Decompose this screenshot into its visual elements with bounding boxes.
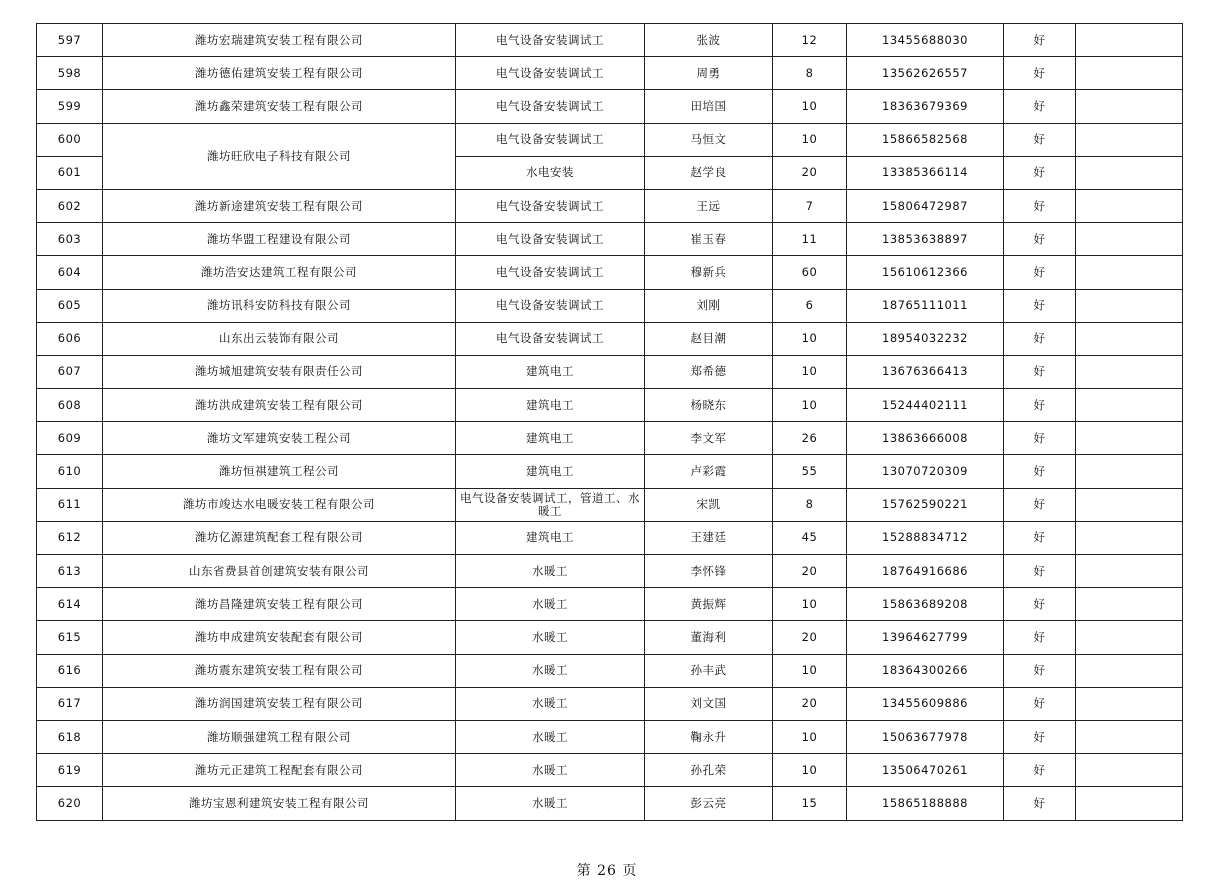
- table-row: [37, 687, 1183, 720]
- contact-name-cell: 刘文国: [645, 687, 773, 720]
- row-number-cell: 599: [37, 90, 103, 123]
- worker-count-cell: 10: [773, 322, 847, 355]
- company-cell: 潍坊润国建筑安装工程有限公司: [103, 687, 456, 720]
- evaluation-cell: 好: [1004, 422, 1076, 455]
- note-cell: [1076, 754, 1183, 787]
- table-row: [37, 123, 1183, 156]
- table-row: [37, 555, 1183, 588]
- evaluation-cell: 好: [1004, 488, 1076, 521]
- contact-name-cell: 卢彩霞: [645, 455, 773, 488]
- contact-name-cell: 穆新兵: [645, 256, 773, 289]
- trade-cell: 水暖工: [456, 555, 645, 588]
- company-cell: 潍坊浩安达建筑工程有限公司: [103, 256, 456, 289]
- evaluation-cell: 好: [1004, 57, 1076, 90]
- trade-cell: 建筑电工: [456, 521, 645, 554]
- company-cell: 潍坊华盟工程建设有限公司: [103, 223, 456, 256]
- worker-count-cell: 10: [773, 654, 847, 687]
- worker-count-cell: 10: [773, 123, 847, 156]
- trade-cell: 水暖工: [456, 720, 645, 753]
- contact-name-cell: 杨晓东: [645, 389, 773, 422]
- table-row: [37, 588, 1183, 621]
- phone-cell: 15063677978: [847, 720, 1004, 753]
- row-number-cell: 605: [37, 289, 103, 322]
- worker-count-cell: 12: [773, 24, 847, 57]
- contact-name-cell: 董海利: [645, 621, 773, 654]
- note-cell: [1076, 57, 1183, 90]
- company-cell: 潍坊市竣达水电暖安装工程有限公司: [103, 488, 456, 521]
- table-row: [37, 488, 1183, 521]
- table-row: [37, 521, 1183, 554]
- contact-name-cell: 李怀锋: [645, 555, 773, 588]
- phone-cell: 13455609886: [847, 687, 1004, 720]
- trade-cell: 水暖工: [456, 754, 645, 787]
- note-cell: [1076, 521, 1183, 554]
- table-row: [37, 256, 1183, 289]
- worker-count-cell: 10: [773, 588, 847, 621]
- phone-cell: 15865188888: [847, 787, 1004, 820]
- evaluation-cell: 好: [1004, 256, 1076, 289]
- table-row: [37, 57, 1183, 90]
- contact-name-cell: 王远: [645, 189, 773, 222]
- evaluation-cell: 好: [1004, 389, 1076, 422]
- company-cell: 潍坊文军建筑安装工程公司: [103, 422, 456, 455]
- worker-count-cell: 26: [773, 422, 847, 455]
- phone-cell: 15866582568: [847, 123, 1004, 156]
- table-row: [37, 24, 1183, 57]
- row-number-cell: 606: [37, 322, 103, 355]
- row-number-cell: 619: [37, 754, 103, 787]
- company-cell: 潍坊新途建筑安装工程有限公司: [103, 189, 456, 222]
- note-cell: [1076, 355, 1183, 388]
- worker-count-cell: 10: [773, 720, 847, 753]
- row-number-cell: 600: [37, 123, 103, 156]
- row-number-cell: 607: [37, 355, 103, 388]
- evaluation-cell: 好: [1004, 289, 1076, 322]
- contact-name-cell: 孙孔荣: [645, 754, 773, 787]
- trade-cell: 水暖工: [456, 621, 645, 654]
- row-number-cell: 609: [37, 422, 103, 455]
- worker-count-cell: 20: [773, 156, 847, 189]
- company-cell: 潍坊申成建筑安装配套有限公司: [103, 621, 456, 654]
- row-number-cell: 620: [37, 787, 103, 820]
- company-cell: 潍坊震东建筑安装工程有限公司: [103, 654, 456, 687]
- contact-name-cell: 田培国: [645, 90, 773, 123]
- phone-cell: 13385366114: [847, 156, 1004, 189]
- table-row: [37, 90, 1183, 123]
- trade-cell: 电气设备安装调试工: [456, 223, 645, 256]
- row-number-cell: 612: [37, 521, 103, 554]
- worker-count-cell: 20: [773, 621, 847, 654]
- row-number-cell: 601: [37, 156, 103, 189]
- evaluation-cell: 好: [1004, 455, 1076, 488]
- trade-cell: 建筑电工: [456, 422, 645, 455]
- trade-cell: 建筑电工: [456, 355, 645, 388]
- row-number-cell: 611: [37, 488, 103, 521]
- contact-name-cell: 马恒文: [645, 123, 773, 156]
- company-cell: 潍坊洪成建筑安装工程有限公司: [103, 389, 456, 422]
- trade-cell: 建筑电工: [456, 389, 645, 422]
- company-cell: 潍坊元正建筑工程配套有限公司: [103, 754, 456, 787]
- contact-name-cell: 刘刚: [645, 289, 773, 322]
- row-number-cell: 598: [37, 57, 103, 90]
- worker-count-cell: 20: [773, 687, 847, 720]
- table-row: [37, 787, 1183, 820]
- trade-cell: 电气设备安装调试工: [456, 256, 645, 289]
- note-cell: [1076, 787, 1183, 820]
- company-cell: 潍坊德佑建筑安装工程有限公司: [103, 57, 456, 90]
- table-row: [37, 223, 1183, 256]
- trade-cell: 水暖工: [456, 787, 645, 820]
- worker-count-cell: 10: [773, 355, 847, 388]
- worker-count-cell: 60: [773, 256, 847, 289]
- row-number-cell: 618: [37, 720, 103, 753]
- phone-cell: 13676366413: [847, 355, 1004, 388]
- trade-cell: 电气设备安装调试工: [456, 90, 645, 123]
- phone-cell: 15806472987: [847, 189, 1004, 222]
- row-number-cell: 614: [37, 588, 103, 621]
- contact-name-cell: 彭云亮: [645, 787, 773, 820]
- phone-cell: 13853638897: [847, 223, 1004, 256]
- page-number: 第 26 页: [576, 863, 638, 879]
- contact-name-cell: 鞠永升: [645, 720, 773, 753]
- table-row: [37, 621, 1183, 654]
- company-cell: 潍坊顺强建筑工程有限公司: [103, 720, 456, 753]
- note-cell: [1076, 720, 1183, 753]
- company-cell: 山东出云装饰有限公司: [103, 322, 456, 355]
- trade-cell: 水电安装: [456, 156, 645, 189]
- worker-count-cell: 10: [773, 389, 847, 422]
- contact-name-cell: 黄振辉: [645, 588, 773, 621]
- worker-count-cell: 55: [773, 455, 847, 488]
- row-number-cell: 610: [37, 455, 103, 488]
- row-number-cell: 616: [37, 654, 103, 687]
- note-cell: [1076, 488, 1183, 521]
- table-row: [37, 654, 1183, 687]
- worker-count-cell: 10: [773, 754, 847, 787]
- trade-cell: 电气设备安装调试工: [456, 289, 645, 322]
- worker-count-cell: 10: [773, 90, 847, 123]
- row-number-cell: 604: [37, 256, 103, 289]
- trade-cell: 电气设备安装调试工: [456, 322, 645, 355]
- evaluation-cell: 好: [1004, 189, 1076, 222]
- note-cell: [1076, 123, 1183, 156]
- company-cell: 潍坊鑫荣建筑安装工程有限公司: [103, 90, 456, 123]
- company-cell: 潍坊昌隆建筑安装工程有限公司: [103, 588, 456, 621]
- phone-cell: 13863666008: [847, 422, 1004, 455]
- company-cell: 潍坊讯科安防科技有限公司: [103, 289, 456, 322]
- contractor-table: [36, 23, 1183, 821]
- table-row: [37, 322, 1183, 355]
- note-cell: [1076, 156, 1183, 189]
- note-cell: [1076, 322, 1183, 355]
- evaluation-cell: 好: [1004, 123, 1076, 156]
- table-row: [37, 720, 1183, 753]
- company-cell: 潍坊旺欣电子科技有限公司: [103, 123, 456, 189]
- worker-count-cell: 8: [773, 57, 847, 90]
- contact-name-cell: 郑希德: [645, 355, 773, 388]
- worker-count-cell: 11: [773, 223, 847, 256]
- row-number-cell: 613: [37, 555, 103, 588]
- evaluation-cell: 好: [1004, 156, 1076, 189]
- phone-cell: 13562626557: [847, 57, 1004, 90]
- table-row: [37, 355, 1183, 388]
- phone-cell: 13964627799: [847, 621, 1004, 654]
- table-row: [37, 455, 1183, 488]
- trade-cell: 电气设备安装调试工，管道工、水暖工: [456, 488, 645, 521]
- evaluation-cell: 好: [1004, 521, 1076, 554]
- contact-name-cell: 孙丰武: [645, 654, 773, 687]
- note-cell: [1076, 621, 1183, 654]
- note-cell: [1076, 223, 1183, 256]
- phone-cell: 18363679369: [847, 90, 1004, 123]
- phone-cell: 13070720309: [847, 455, 1004, 488]
- company-cell: 潍坊亿源建筑配套工程有限公司: [103, 521, 456, 554]
- note-cell: [1076, 289, 1183, 322]
- contact-name-cell: 赵目潮: [645, 322, 773, 355]
- trade-cell: 水暖工: [456, 687, 645, 720]
- contact-name-cell: 赵学良: [645, 156, 773, 189]
- worker-count-cell: 15: [773, 787, 847, 820]
- worker-count-cell: 20: [773, 555, 847, 588]
- note-cell: [1076, 189, 1183, 222]
- contact-name-cell: 王建廷: [645, 521, 773, 554]
- row-number-cell: 608: [37, 389, 103, 422]
- note-cell: [1076, 90, 1183, 123]
- worker-count-cell: 6: [773, 289, 847, 322]
- company-cell: 潍坊宝恩利建筑安装工程有限公司: [103, 787, 456, 820]
- evaluation-cell: 好: [1004, 223, 1076, 256]
- evaluation-cell: 好: [1004, 687, 1076, 720]
- contact-name-cell: 崔玉春: [645, 223, 773, 256]
- note-cell: [1076, 455, 1183, 488]
- trade-cell: 电气设备安装调试工: [456, 24, 645, 57]
- row-number-cell: 617: [37, 687, 103, 720]
- worker-count-cell: 8: [773, 488, 847, 521]
- phone-cell: 18765111011: [847, 289, 1004, 322]
- company-cell: 潍坊宏瑞建筑安装工程有限公司: [103, 24, 456, 57]
- worker-count-cell: 7: [773, 189, 847, 222]
- note-cell: [1076, 24, 1183, 57]
- trade-cell: 电气设备安装调试工: [456, 57, 645, 90]
- contact-name-cell: 张波: [645, 24, 773, 57]
- phone-cell: 18764916686: [847, 555, 1004, 588]
- evaluation-cell: 好: [1004, 654, 1076, 687]
- phone-cell: 15762590221: [847, 488, 1004, 521]
- evaluation-cell: 好: [1004, 588, 1076, 621]
- trade-cell: 电气设备安装调试工: [456, 189, 645, 222]
- table-row: [37, 754, 1183, 787]
- phone-cell: 15288834712: [847, 521, 1004, 554]
- phone-cell: 13506470261: [847, 754, 1004, 787]
- trade-cell: 建筑电工: [456, 455, 645, 488]
- contact-name-cell: 宋凯: [645, 488, 773, 521]
- company-cell: 山东省费县首创建筑安装有限公司: [103, 555, 456, 588]
- phone-cell: 13455688030: [847, 24, 1004, 57]
- contact-name-cell: 李文军: [645, 422, 773, 455]
- note-cell: [1076, 555, 1183, 588]
- phone-cell: 18954032232: [847, 322, 1004, 355]
- trade-cell: 水暖工: [456, 654, 645, 687]
- note-cell: [1076, 389, 1183, 422]
- company-cell: 潍坊恒祺建筑工程公司: [103, 455, 456, 488]
- phone-cell: 15244402111: [847, 389, 1004, 422]
- row-number-cell: 602: [37, 189, 103, 222]
- phone-cell: 18364300266: [847, 654, 1004, 687]
- evaluation-cell: 好: [1004, 754, 1076, 787]
- worker-count-cell: 45: [773, 521, 847, 554]
- evaluation-cell: 好: [1004, 90, 1076, 123]
- evaluation-cell: 好: [1004, 355, 1076, 388]
- row-number-cell: 597: [37, 24, 103, 57]
- note-cell: [1076, 654, 1183, 687]
- evaluation-cell: 好: [1004, 720, 1076, 753]
- evaluation-cell: 好: [1004, 787, 1076, 820]
- note-cell: [1076, 256, 1183, 289]
- trade-cell: 电气设备安装调试工: [456, 123, 645, 156]
- contact-name-cell: 周勇: [645, 57, 773, 90]
- evaluation-cell: 好: [1004, 24, 1076, 57]
- evaluation-cell: 好: [1004, 621, 1076, 654]
- evaluation-cell: 好: [1004, 322, 1076, 355]
- table-row: [37, 422, 1183, 455]
- row-number-cell: 615: [37, 621, 103, 654]
- company-cell: 潍坊城旭建筑安装有限责任公司: [103, 355, 456, 388]
- trade-cell: 水暖工: [456, 588, 645, 621]
- phone-cell: 15610612366: [847, 256, 1004, 289]
- phone-cell: 15863689208: [847, 588, 1004, 621]
- note-cell: [1076, 422, 1183, 455]
- note-cell: [1076, 588, 1183, 621]
- row-number-cell: 603: [37, 223, 103, 256]
- table-row: [37, 189, 1183, 222]
- note-cell: [1076, 687, 1183, 720]
- table-row: [37, 389, 1183, 422]
- table-row: [37, 289, 1183, 322]
- evaluation-cell: 好: [1004, 555, 1076, 588]
